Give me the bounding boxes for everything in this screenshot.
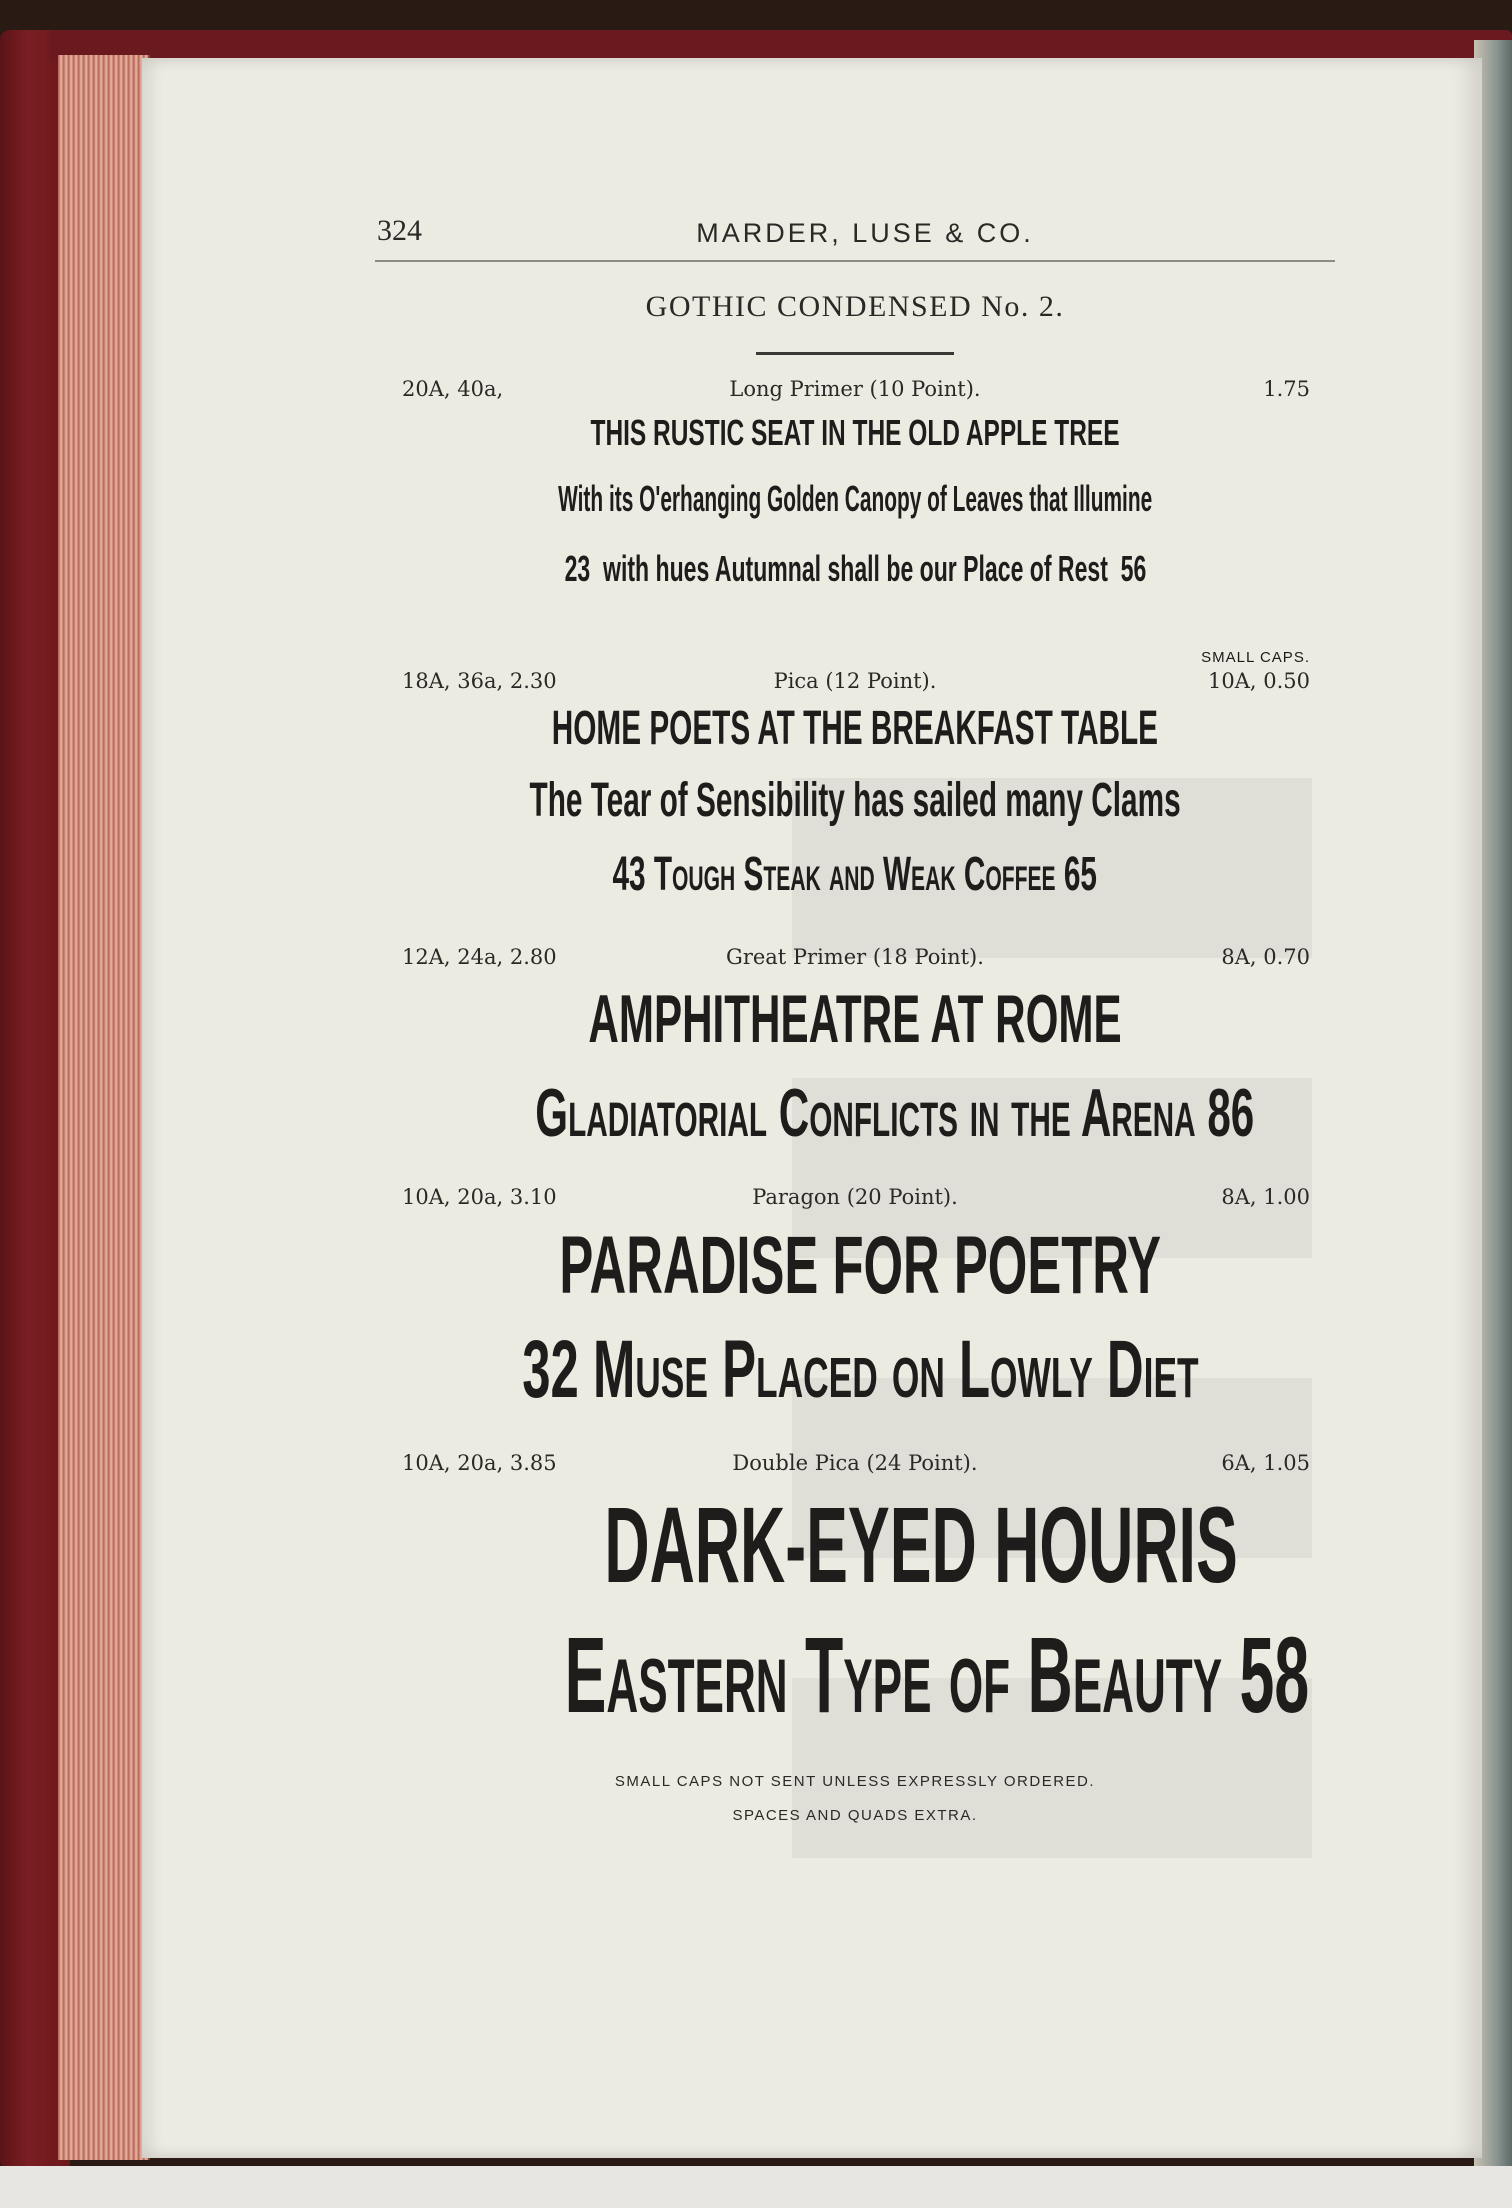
- sample-line: Gladiatorial Conflicts in the Arena 86: [535, 1075, 1255, 1151]
- font-size-name: Paragon (20 Point).: [752, 1185, 958, 1209]
- font-extra-price: 6A, 1.05: [1221, 1451, 1310, 1475]
- font-quantity-price: 12A, 24a, 2.80: [402, 945, 557, 969]
- sample-line: AMPHITHEATRE AT ROME: [588, 981, 1122, 1057]
- font-extra-price: 8A, 1.00: [1221, 1185, 1310, 1209]
- font-size-name: Great Primer (18 Point).: [726, 945, 984, 969]
- title-rule: [756, 352, 954, 355]
- font-size-name: Long Primer (10 Point).: [729, 377, 981, 401]
- page-content: [375, 210, 1335, 1833]
- specimen-great-primer: [375, 945, 1335, 1175]
- running-head: [375, 210, 1335, 262]
- font-quantity-price: 20A, 40a,: [402, 377, 504, 401]
- small-caps-note: SMALL CAPS.: [1201, 649, 1310, 666]
- section-title: GOTHIC CONDENSED No. 2.: [645, 290, 1065, 323]
- specimen-pica: [375, 649, 1335, 925]
- font-quantity-price: 10A, 20a, 3.85: [402, 1451, 557, 1475]
- specimen-price-line: [375, 1185, 1335, 1215]
- page-number: 324: [377, 214, 422, 247]
- specimen-long-primer: [375, 377, 1335, 609]
- font-size-name: Pica (12 Point).: [773, 669, 937, 693]
- font-quantity-price: 10A, 20a, 3.10: [402, 1185, 557, 1209]
- specimen-paragon: [375, 1185, 1335, 1441]
- font-extra-price: 8A, 0.70: [1221, 945, 1310, 969]
- specimen-double-pica: [375, 1451, 1335, 1757]
- sample-line: 23 with hues Autumnal shall be our Place of Rest 56: [564, 548, 1146, 589]
- font-quantity-price: 18A, 36a, 2.30: [402, 669, 557, 693]
- sample-line: PARADISE FOR POETRY: [559, 1220, 1162, 1311]
- specimen-price-line: [375, 1451, 1335, 1481]
- specimen-price-line: [375, 945, 1335, 975]
- sample-line: DARK-EYED HOURIS: [604, 1484, 1238, 1605]
- footnotes: [375, 1765, 1335, 1833]
- sample-line: HOME POETS AT THE BREAKFAST TABLE: [551, 702, 1159, 755]
- font-size-name: Double Pica (24 Point).: [732, 1451, 978, 1475]
- specimen-price-line: [375, 377, 1335, 407]
- page-edges: [58, 55, 150, 2160]
- sample-line: Eastern Type of Beauty 58: [564, 1614, 1310, 1735]
- sample-line: 32 Muse Placed on Lowly Diet: [522, 1324, 1199, 1415]
- sample-line: The Tear of Sensibility has sailed many Clams: [529, 774, 1181, 827]
- sample-line: THIS RUSTIC SEAT IN THE OLD APPLE TREE: [590, 412, 1120, 453]
- font-extra-price: 1.75: [1263, 377, 1310, 401]
- sample-line: 43 Tough Steak and Weak Coffee 65: [612, 848, 1098, 901]
- specimen-price-line: [375, 669, 1335, 699]
- running-title: MARDER, LUSE & CO.: [696, 218, 1034, 248]
- background-strip: [0, 2166, 1512, 2208]
- footnote-spaces-quads: SPACES AND QUADS EXTRA.: [732, 1807, 978, 1824]
- font-extra-price: 10A, 0.50: [1208, 669, 1310, 693]
- footnote-small-caps: SMALL CAPS NOT SENT UNLESS EXPRESSLY ORDERED.: [614, 1773, 1096, 1790]
- sample-line: With its O'erhanging Golden Canopy of Leaves that Illumine: [557, 478, 1153, 519]
